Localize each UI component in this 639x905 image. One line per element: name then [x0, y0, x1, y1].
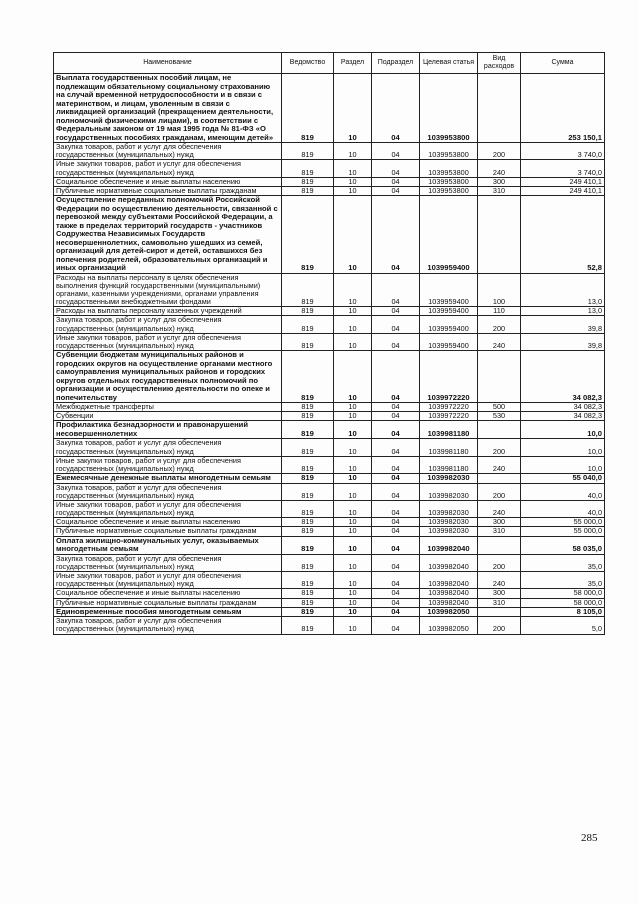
row-target-article: 1039959400: [420, 273, 478, 307]
row-expense-type: 240: [478, 456, 521, 473]
row-section: 10: [334, 571, 372, 588]
row-dept: 819: [282, 518, 334, 527]
row-expense-type: 200: [478, 483, 521, 500]
row-sum: 10,0: [521, 421, 605, 439]
row-name: Иные закупки товаров, работ и услуг для обеспечения государственных (муниципальных) нужд: [54, 571, 282, 588]
row-subsection: 04: [372, 307, 420, 316]
row-name: Публичные нормативные социальные выплаты гражданам: [54, 186, 282, 195]
row-target-article: 1039982030: [420, 500, 478, 517]
row-subsection: 04: [372, 439, 420, 456]
row-name: Иные закупки товаров, работ и услуг для обеспечения государственных (муниципальных) нужд: [54, 456, 282, 473]
row-expense-type: 240: [478, 333, 521, 350]
table-row: [54, 143, 605, 160]
row-dept: 819: [282, 196, 334, 274]
table-row: [54, 456, 605, 473]
row-subsection: 04: [372, 74, 420, 143]
row-section: 10: [334, 160, 372, 177]
row-expense-type: [478, 421, 521, 439]
table-body: [54, 74, 605, 635]
row-expense-type: 240: [478, 160, 521, 177]
row-target-article: 1039953800: [420, 160, 478, 177]
row-expense-type: 310: [478, 527, 521, 536]
header-sum: Сумма: [521, 53, 605, 74]
row-sum: 35,0: [521, 554, 605, 571]
row-target-article: 1039982040: [420, 554, 478, 571]
row-subsection: 04: [372, 571, 420, 588]
row-section: 10: [334, 536, 372, 554]
row-section: 10: [334, 307, 372, 316]
row-target-article: 1039982040: [420, 598, 478, 607]
row-target-article: 1039972220: [420, 351, 478, 403]
row-subsection: 04: [372, 412, 420, 421]
row-section: 10: [334, 598, 372, 607]
row-target-article: 1039982040: [420, 536, 478, 554]
row-subsection: 04: [372, 474, 420, 484]
row-section: 10: [334, 412, 372, 421]
row-name: Публичные нормативные социальные выплаты гражданам: [54, 598, 282, 607]
row-sum: 55 000,0: [521, 518, 605, 527]
row-name: Социальное обеспечение и иные выплаты населению: [54, 589, 282, 598]
row-expense-type: [478, 351, 521, 403]
header-row: [54, 53, 605, 74]
row-expense-type: 200: [478, 554, 521, 571]
row-expense-type: [478, 607, 521, 617]
row-dept: 819: [282, 500, 334, 517]
table-row: [54, 474, 605, 484]
row-sum: 34 082,3: [521, 351, 605, 403]
row-name: Социальное обеспечение и иные выплаты населению: [54, 518, 282, 527]
row-name: Профилактика безнадзорности и правонарушений несовершеннолетних: [54, 421, 282, 439]
row-dept: 819: [282, 351, 334, 403]
table-row: [54, 74, 605, 143]
row-expense-type: 240: [478, 500, 521, 517]
table-row: [54, 483, 605, 500]
row-target-article: 1039953800: [420, 143, 478, 160]
row-section: 10: [334, 421, 372, 439]
row-target-article: 1039953800: [420, 74, 478, 143]
row-subsection: 04: [372, 527, 420, 536]
row-sum: 40,0: [521, 483, 605, 500]
row-name: Публичные нормативные социальные выплаты гражданам: [54, 527, 282, 536]
row-target-article: 1039972220: [420, 403, 478, 412]
row-target-article: 1039981180: [420, 439, 478, 456]
row-subsection: 04: [372, 554, 420, 571]
row-dept: 819: [282, 598, 334, 607]
row-subsection: 04: [372, 483, 420, 500]
row-name: Социальное обеспечение и иные выплаты населению: [54, 177, 282, 186]
row-target-article: 1039982030: [420, 474, 478, 484]
row-subsection: 04: [372, 316, 420, 333]
row-name: Закупка товаров, работ и услуг для обеспечения государственных (муниципальных) нужд: [54, 143, 282, 160]
header-target-article: Целевая статья: [420, 53, 478, 74]
row-section: 10: [334, 527, 372, 536]
table-row: [54, 160, 605, 177]
table-row: [54, 589, 605, 598]
row-sum: 253 150,1: [521, 74, 605, 143]
row-sum: 34 082,3: [521, 412, 605, 421]
row-expense-type: 200: [478, 439, 521, 456]
row-target-article: 1039982040: [420, 589, 478, 598]
row-subsection: 04: [372, 617, 420, 634]
row-name: Закупка товаров, работ и услуг для обеспечения государственных (муниципальных) нужд: [54, 617, 282, 634]
table-row: [54, 598, 605, 607]
row-sum: 39,8: [521, 333, 605, 350]
row-subsection: 04: [372, 598, 420, 607]
table-row: [54, 351, 605, 403]
row-target-article: 1039953800: [420, 177, 478, 186]
row-sum: 3 740,0: [521, 160, 605, 177]
row-section: 10: [334, 439, 372, 456]
row-dept: 819: [282, 456, 334, 473]
row-expense-type: 310: [478, 598, 521, 607]
table-row: [54, 403, 605, 412]
table-row: [54, 500, 605, 517]
row-section: 10: [334, 403, 372, 412]
row-name: Межбюджетные трансферты: [54, 403, 282, 412]
row-section: 10: [334, 474, 372, 484]
header-expense-type: Вид расходов: [478, 53, 521, 74]
table-row: [54, 554, 605, 571]
row-sum: 58 000,0: [521, 589, 605, 598]
row-section: 10: [334, 333, 372, 350]
row-target-article: 1039959400: [420, 196, 478, 274]
row-name: Субвенции бюджетам муниципальных районов и городских округов на осуществление органами местного самоуправления муниципальных районов и городских округов отдельных государственных полномочий по организации и осуществлению деятельности по опеке и попечительству: [54, 351, 282, 403]
row-dept: 819: [282, 474, 334, 484]
row-sum: 10,0: [521, 456, 605, 473]
row-name: Иные закупки товаров, работ и услуг для обеспечения государственных (муниципальных) нужд: [54, 500, 282, 517]
row-subsection: 04: [372, 607, 420, 617]
row-sum: 5,0: [521, 617, 605, 634]
row-sum: 13,0: [521, 307, 605, 316]
row-sum: 34 082,3: [521, 403, 605, 412]
row-subsection: 04: [372, 421, 420, 439]
row-dept: 819: [282, 160, 334, 177]
row-dept: 819: [282, 307, 334, 316]
row-dept: 819: [282, 607, 334, 617]
row-dept: 819: [282, 617, 334, 634]
row-name: Иные закупки товаров, работ и услуг для обеспечения государственных (муниципальных) нужд: [54, 333, 282, 350]
table-row: [54, 196, 605, 274]
row-sum: 249 410,1: [521, 186, 605, 195]
row-section: 10: [334, 143, 372, 160]
budget-table: [53, 52, 605, 635]
row-target-article: 1039981180: [420, 456, 478, 473]
row-subsection: 04: [372, 403, 420, 412]
row-subsection: 04: [372, 196, 420, 274]
row-expense-type: [478, 74, 521, 143]
row-dept: 819: [282, 571, 334, 588]
row-name: Субвенции: [54, 412, 282, 421]
row-section: 10: [334, 617, 372, 634]
row-section: 10: [334, 500, 372, 517]
row-section: 10: [334, 273, 372, 307]
table-row: [54, 333, 605, 350]
row-section: 10: [334, 186, 372, 195]
row-expense-type: 110: [478, 307, 521, 316]
row-dept: 819: [282, 177, 334, 186]
row-name: Закупка товаров, работ и услуг для обеспечения государственных (муниципальных) нужд: [54, 316, 282, 333]
row-target-article: 1039972220: [420, 412, 478, 421]
row-target-article: 1039959400: [420, 307, 478, 316]
row-dept: 819: [282, 143, 334, 160]
row-expense-type: 200: [478, 143, 521, 160]
row-subsection: 04: [372, 456, 420, 473]
row-expense-type: 300: [478, 589, 521, 598]
table-row: [54, 439, 605, 456]
row-target-article: 1039981180: [420, 421, 478, 439]
row-expense-type: 300: [478, 518, 521, 527]
row-name: Закупка товаров, работ и услуг для обеспечения государственных (муниципальных) нужд: [54, 439, 282, 456]
row-sum: 40,0: [521, 500, 605, 517]
row-dept: 819: [282, 527, 334, 536]
row-sum: 35,0: [521, 571, 605, 588]
row-expense-type: [478, 196, 521, 274]
table-row: [54, 617, 605, 634]
row-sum: 52,8: [521, 196, 605, 274]
table-row: [54, 536, 605, 554]
row-subsection: 04: [372, 333, 420, 350]
row-target-article: 1039953800: [420, 186, 478, 195]
table-row: [54, 177, 605, 186]
row-dept: 819: [282, 316, 334, 333]
row-subsection: 04: [372, 160, 420, 177]
row-subsection: 04: [372, 518, 420, 527]
header-subsection: Подраздел: [372, 53, 420, 74]
row-section: 10: [334, 351, 372, 403]
row-expense-type: [478, 536, 521, 554]
row-sum: 55 040,0: [521, 474, 605, 484]
row-subsection: 04: [372, 186, 420, 195]
row-subsection: 04: [372, 589, 420, 598]
row-target-article: 1039982050: [420, 617, 478, 634]
row-name: Закупка товаров, работ и услуг для обеспечения государственных (муниципальных) нужд: [54, 554, 282, 571]
row-dept: 819: [282, 589, 334, 598]
row-expense-type: 500: [478, 403, 521, 412]
row-target-article: 1039982030: [420, 527, 478, 536]
row-target-article: 1039959400: [420, 316, 478, 333]
row-target-article: 1039982030: [420, 483, 478, 500]
row-dept: 819: [282, 412, 334, 421]
table-row: [54, 421, 605, 439]
row-sum: 39,8: [521, 316, 605, 333]
row-target-article: 1039982030: [420, 518, 478, 527]
row-name: Закупка товаров, работ и услуг для обеспечения государственных (муниципальных) нужд: [54, 483, 282, 500]
row-name: Иные закупки товаров, работ и услуг для обеспечения государственных (муниципальных) нужд: [54, 160, 282, 177]
header-name: Наименование: [54, 53, 282, 74]
row-sum: 10,0: [521, 439, 605, 456]
row-section: 10: [334, 74, 372, 143]
row-section: 10: [334, 518, 372, 527]
row-target-article: 1039982050: [420, 607, 478, 617]
row-section: 10: [334, 589, 372, 598]
row-dept: 819: [282, 74, 334, 143]
row-expense-type: 240: [478, 571, 521, 588]
row-subsection: 04: [372, 273, 420, 307]
row-dept: 819: [282, 483, 334, 500]
row-subsection: 04: [372, 500, 420, 517]
row-expense-type: 100: [478, 273, 521, 307]
row-sum: 8 105,0: [521, 607, 605, 617]
row-dept: 819: [282, 554, 334, 571]
row-name: Единовременные пособия многодетным семьям: [54, 607, 282, 617]
row-expense-type: 200: [478, 617, 521, 634]
row-dept: 819: [282, 536, 334, 554]
row-section: 10: [334, 456, 372, 473]
row-subsection: 04: [372, 351, 420, 403]
row-sum: 55 000,0: [521, 527, 605, 536]
row-subsection: 04: [372, 143, 420, 160]
row-section: 10: [334, 196, 372, 274]
row-dept: 819: [282, 333, 334, 350]
row-expense-type: 310: [478, 186, 521, 195]
row-expense-type: [478, 474, 521, 484]
row-dept: 819: [282, 273, 334, 307]
row-target-article: 1039959400: [420, 333, 478, 350]
table-row: [54, 571, 605, 588]
row-sum: 13,0: [521, 273, 605, 307]
row-section: 10: [334, 316, 372, 333]
row-section: 10: [334, 554, 372, 571]
row-sum: 3 740,0: [521, 143, 605, 160]
row-section: 10: [334, 177, 372, 186]
row-sum: 58 035,0: [521, 536, 605, 554]
row-name: Выплата государственных пособий лицам, не подлежащим обязательному социальному страхованию на случай временной нетрудоспособности и в связи с материнством, и лицам, уволенным в связи с ликвидацией организаций (прекращением деятельности, полномочий физическими лицами), в соответствии с Федеральным законом от 19 мая 1995 года № 81-ФЗ «О государственных пособиях гражданам, имеющим детей»: [54, 74, 282, 143]
table-row: [54, 527, 605, 536]
row-expense-type: 300: [478, 177, 521, 186]
row-dept: 819: [282, 421, 334, 439]
header-dept: Ведомство: [282, 53, 334, 74]
row-dept: 819: [282, 439, 334, 456]
row-sum: 58 000,0: [521, 598, 605, 607]
row-subsection: 04: [372, 177, 420, 186]
header-section: Раздел: [334, 53, 372, 74]
row-expense-type: 200: [478, 316, 521, 333]
row-dept: 819: [282, 186, 334, 195]
table-row: [54, 273, 605, 307]
row-dept: 819: [282, 403, 334, 412]
table-row: [54, 316, 605, 333]
row-target-article: 1039982040: [420, 571, 478, 588]
row-name: Расходы на выплаты персоналу казенных учреждений: [54, 307, 282, 316]
row-section: 10: [334, 483, 372, 500]
row-sum: 249 410,1: [521, 177, 605, 186]
row-name: Расходы на выплаты персоналу в целях обеспечения выполнения функций государственными (муниципальными) органами, казенными учреждениями, органами управления государственными внебюджетными фондами: [54, 273, 282, 307]
page-number: 285: [581, 832, 598, 844]
row-expense-type: 530: [478, 412, 521, 421]
row-name: Осуществление переданных полномочий Российской Федерации по осуществлению деятельности, связанной с перевозкой между субъектами Российской Федерации, а также в пределах территорий государств - участников Содружества Независимых Государств несовершеннолетних, самовольно ушедших из семей, организаций для детей-сирот и детей, оставшихся без попечения родителей, образовательных организаций и иных организаций: [54, 196, 282, 274]
row-section: 10: [334, 607, 372, 617]
row-name: Оплата жилищно-коммунальных услуг, оказываемых многодетным семьям: [54, 536, 282, 554]
row-name: Ежемесячные денежные выплаты многодетным семьям: [54, 474, 282, 484]
row-subsection: 04: [372, 536, 420, 554]
